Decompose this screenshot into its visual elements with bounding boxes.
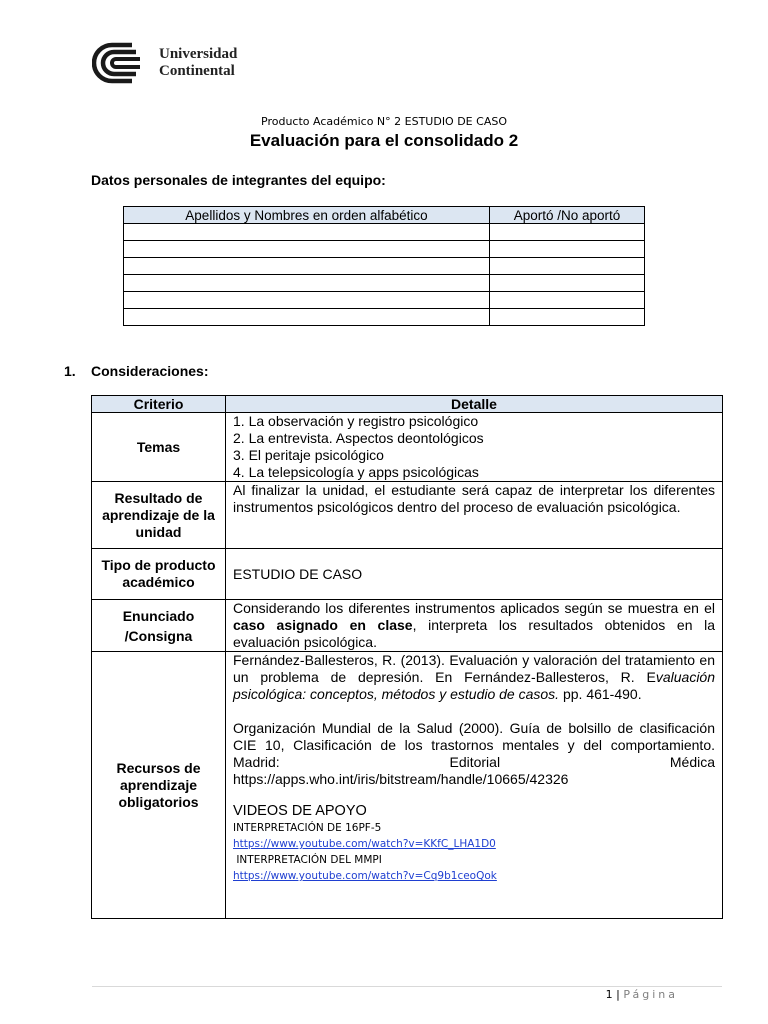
page-footer bbox=[606, 988, 678, 1001]
team-members-table bbox=[123, 206, 645, 326]
temas-item: 1. La observación y registro psicológico bbox=[233, 413, 479, 429]
col-contrib-header: Aportó /No aportó bbox=[490, 207, 645, 224]
document-subtitle: Producto Académico N° 2 ESTUDIO DE CASO bbox=[261, 115, 507, 128]
team-section-label: Datos personales de integrantes del equipo: bbox=[91, 172, 386, 188]
resultado-detail: Al finalizar la unidad, el estudiante será capaz de interpretar los diferentes instrumentos psicológicos dentro del proceso de evaluación psicológica. bbox=[226, 482, 723, 549]
row-resultado bbox=[92, 482, 723, 549]
video-1-label: INTERPRETACIÓN DE 16PF-5 bbox=[233, 822, 382, 834]
considerations-number: 1. bbox=[64, 363, 76, 379]
enunciado-text: Considerando los diferentes instrumentos aplicados según se muestra en el bbox=[233, 600, 715, 616]
row-enunciado bbox=[92, 600, 723, 652]
footer-divider bbox=[92, 986, 722, 987]
enunciado-label: Enunciado /Consigna bbox=[92, 600, 226, 652]
temas-item: 4. La telepsicología y apps psicológicas bbox=[233, 464, 479, 480]
temas-label: Temas bbox=[92, 413, 226, 482]
resultado-label: Resultado de aprendizaje de la unidad bbox=[92, 482, 226, 549]
enunciado-bold-text: caso asignado en clase bbox=[233, 617, 413, 633]
contrib-cell[interactable] bbox=[490, 224, 645, 241]
table-row bbox=[124, 241, 645, 258]
video-2-link[interactable]: https://www.youtube.com/watch?v=Cq9b1ceoQok bbox=[233, 870, 497, 882]
table-row bbox=[124, 275, 645, 292]
temas-detail bbox=[226, 413, 723, 482]
temas-item: 3. El peritaje psicológico bbox=[233, 447, 384, 463]
logo-line-2: Continental bbox=[159, 63, 235, 79]
table-header-row bbox=[124, 207, 645, 224]
name-cell[interactable] bbox=[124, 258, 490, 275]
video-1-link[interactable]: https://www.youtube.com/watch?v=KKfC_LHA1D0 bbox=[233, 838, 496, 850]
table-row bbox=[124, 258, 645, 275]
reference-2-url: https://apps.who.int/iris/bitstream/handle/10665/42326 bbox=[233, 771, 569, 787]
col-criterio-header: Criterio bbox=[92, 396, 226, 413]
name-cell[interactable] bbox=[124, 224, 490, 241]
reference-title: valuación psicológica: conceptos, métodos y estudio de casos. bbox=[233, 669, 715, 702]
contrib-cell[interactable] bbox=[490, 309, 645, 326]
reference-1 bbox=[233, 652, 715, 703]
table-row bbox=[124, 309, 645, 326]
tipo-detail: ESTUDIO DE CASO bbox=[226, 549, 723, 600]
col-detalle-header: Detalle bbox=[226, 396, 723, 413]
col-names-header: Apellidos y Nombres en orden alfabético bbox=[124, 207, 490, 224]
university-logo bbox=[92, 41, 237, 85]
name-cell[interactable] bbox=[124, 292, 490, 309]
name-cell[interactable] bbox=[124, 241, 490, 258]
reference-text: pp. 461-490. bbox=[559, 686, 642, 702]
contrib-cell[interactable] bbox=[490, 241, 645, 258]
page-word: Página bbox=[623, 988, 678, 1001]
criteria-table bbox=[91, 395, 723, 919]
contrib-cell[interactable] bbox=[490, 275, 645, 292]
video-2-label: INTERPRETACIÓN DEL MMPI bbox=[233, 854, 382, 866]
row-temas bbox=[92, 413, 723, 482]
contrib-cell[interactable] bbox=[490, 258, 645, 275]
logo-mark-icon bbox=[92, 41, 152, 85]
enunciado-text: , interpreta los resultados obtenidos en la evaluación psicológica. bbox=[233, 617, 716, 650]
reference-text: Fernández-Ballesteros, R. (2013). Evaluación y valoración del tratamiento en un problema de depresión. En Fernández-Ballesteros, R. E bbox=[233, 652, 715, 685]
row-tipo bbox=[92, 549, 723, 600]
reference-2: Organización Mundial de la Salud (2000). Guía de bolsillo de clasificación CIE 10, Clasificación de los trastornos mentales y del comportamiento. Madrid: Editorial Médica bbox=[233, 720, 715, 770]
table-row bbox=[124, 224, 645, 241]
temas-item: 2. La entrevista. Aspectos deontológicos bbox=[233, 430, 484, 446]
table-row bbox=[124, 292, 645, 309]
contrib-cell[interactable] bbox=[490, 292, 645, 309]
logo-line-1: Universidad bbox=[159, 46, 238, 62]
table-header-row bbox=[92, 396, 723, 413]
videos-title: VIDEOS DE APOYO bbox=[233, 803, 367, 819]
name-cell[interactable] bbox=[124, 275, 490, 292]
page-separator: | bbox=[612, 988, 624, 1001]
name-cell[interactable] bbox=[124, 309, 490, 326]
logo-text bbox=[159, 46, 237, 80]
tipo-label: Tipo de producto académico bbox=[92, 549, 226, 600]
considerations-label: Consideraciones: bbox=[91, 363, 209, 379]
recursos-detail bbox=[226, 652, 723, 919]
enunciado-detail bbox=[226, 600, 723, 652]
document-title: Evaluación para el consolidado 2 bbox=[249, 131, 519, 150]
recursos-label: Recursos de aprendizaje obligatorios bbox=[92, 652, 226, 919]
page-number: 1 bbox=[605, 988, 613, 1001]
row-recursos bbox=[92, 652, 723, 919]
